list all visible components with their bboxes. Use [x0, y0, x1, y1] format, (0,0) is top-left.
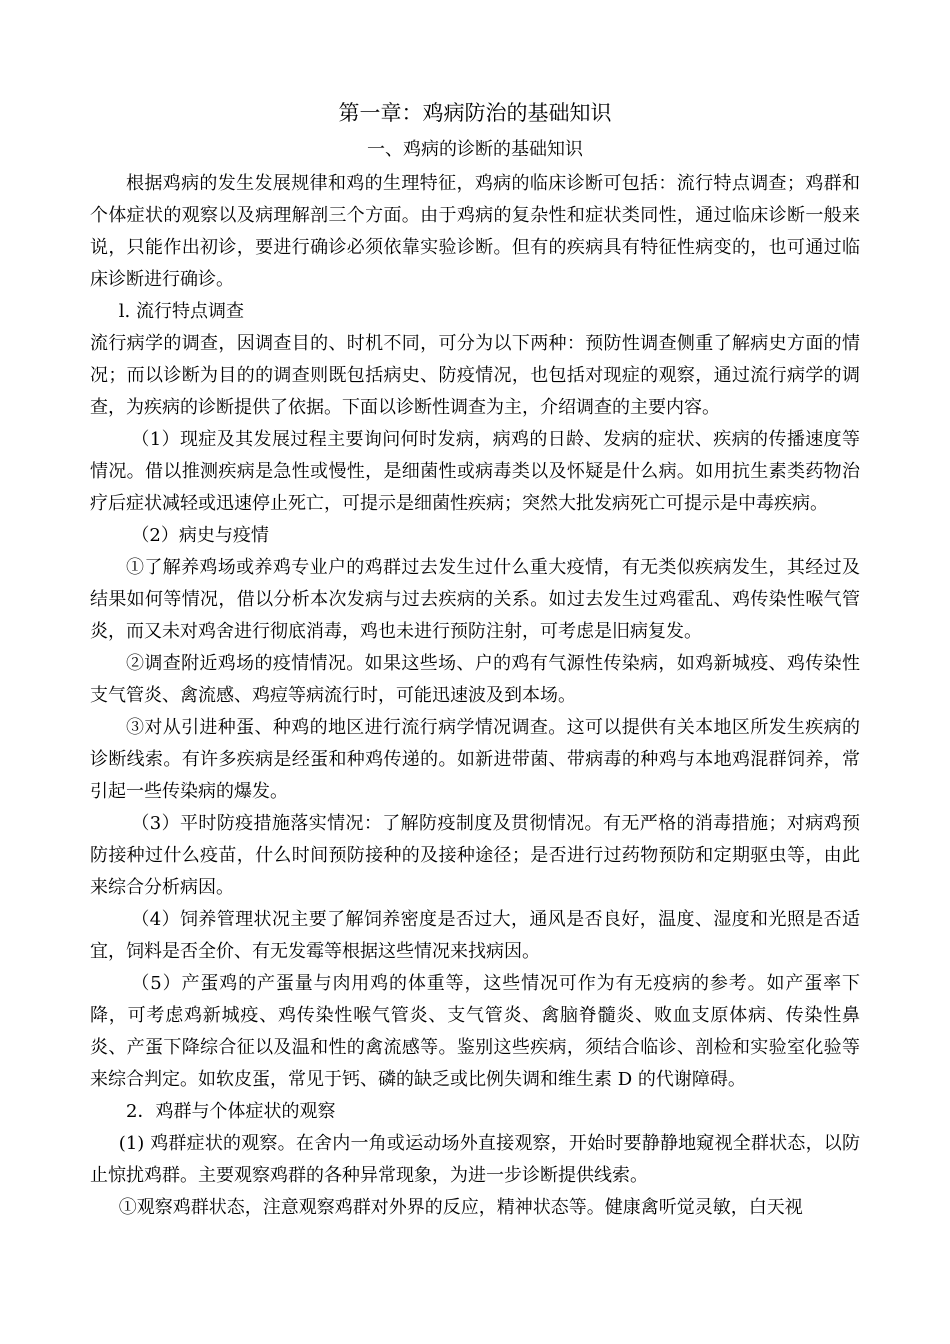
paragraph-item-4: （4）饲养管理状况主要了解饲养密度是否过大，通风是否良好，温度、湿度和光照是否适宜，饲料是否全价、有无发霉等根据这些情况来找病因。	[90, 909, 860, 962]
paragraph-intro: 根据鸡病的发生发展规律和鸡的生理特征，鸡病的临床诊断可包括：流行特点调查；鸡群和个体症状的观察以及病理解剖三个方面。由于鸡病的复杂性和症状类同性，通过临床诊断一般来说，只能作出初诊，要进行确诊必须依靠实验诊断。但有的疾病具有特征性病变的，也可通过临床诊断进行确诊。	[90, 173, 860, 290]
paragraph-item-5: （5）产蛋鸡的产蛋量与肉用鸡的体重等，这些情况可作为有无疫病的参考。如产蛋率下降，可考虑鸡新城疫、鸡传染性喉气管炎、支气管炎、禽脑脊髓炎、败血支原体病、传染性鼻炎、产蛋下降综合征以及温和性的禽流感等。鉴别这些疾病，须结合临诊、剖检和实验室化验等来综合判定。如软皮蛋，常见于钙、磷的缺乏或比例失调和维生素 D 的代谢障碍。	[90, 973, 860, 1090]
paragraph-flock-state: ①观察鸡群状态，注意观察鸡群对外界的反应，精神状态等。健康禽听觉灵敏，白天视	[118, 1197, 803, 1218]
paragraph-item-3: （3）平时防疫措施落实情况：了解防疫制度及贯彻情况。有无严格的消毒措施；对病鸡预防接种过什么疫苗，什么时间预防接种的及接种途径；是否进行过药物预防和定期驱虫等，由此来综合分析病因。	[90, 813, 860, 898]
paragraph-item-1: （1）现症及其发展过程主要询问何时发病，病鸡的日龄、发病的症状、疾病的传播速度等情况。借以推测疾病是急性或慢性，是细菌性或病毒类以及怀疑是什么病。如用抗生素类药物治疗后症状减轻或迅速停止死亡，可提示是细菌性疾病；突然大批发病死亡可提示是中毒疾病。	[90, 429, 860, 514]
paragraph-item-2-b: ②调查附近鸡场的疫情情况。如果这些场、户的鸡有气源性传染病，如鸡新城疫、鸡传染性支气管炎、禽流感、鸡痘等病流行时，可能迅速波及到本场。	[90, 653, 860, 706]
paragraph-flock-observation: (1) 鸡群症状的观察。在舍内一角或运动场外直接观察，开始时要静静地窥视全群状态，以防止惊扰鸡群。主要观察鸡群的各种异常现象，为进一步诊断提供线索。	[90, 1133, 860, 1186]
paragraph-item-2-c: ③对从引进种蛋、种鸡的地区进行流行病学情况调查。这可以提供有关本地区所发生疾病的诊断线索。有许多疾病是经蛋和种鸡传递的。如新进带菌、带病毒的种鸡与本地鸡混群饲养，常引起一些传染病的爆发。	[90, 717, 860, 802]
paragraph-epidemiology: 流行病学的调查，因调查目的、时机不同，可分为以下两种：预防性调查侧重了解病史方面的情况；而以诊断为目的的调查则既包括病史、防疫情况，也包括对现症的观察，通过流行病学的调查，为疾病的诊断提供了依据。下面以诊断性调查为主，介绍调查的主要内容。	[90, 333, 860, 418]
heading-observation: 2．鸡群与个体症状的观察	[126, 1101, 336, 1122]
chapter-title: 第一章：鸡病防治的基础知识	[338, 101, 612, 125]
heading-item-2: （2）病史与疫情	[131, 525, 269, 546]
heading-epidemiology: l. 流行特点调查	[118, 301, 244, 322]
paragraph-item-2-a: ①了解养鸡场或养鸡专业户的鸡群过去发生过什么重大疫情，有无类似疾病发生，其经过及结果如何等情况，借以分析本次发病与过去疾病的关系。如过去发生过鸡霍乱、鸡传染性喉气管炎，而又未对鸡舍进行彻底消毒，鸡也未进行预防注射，可考虑是旧病复发。	[90, 557, 860, 642]
section-title: 一、鸡病的诊断的基础知识	[367, 139, 583, 160]
